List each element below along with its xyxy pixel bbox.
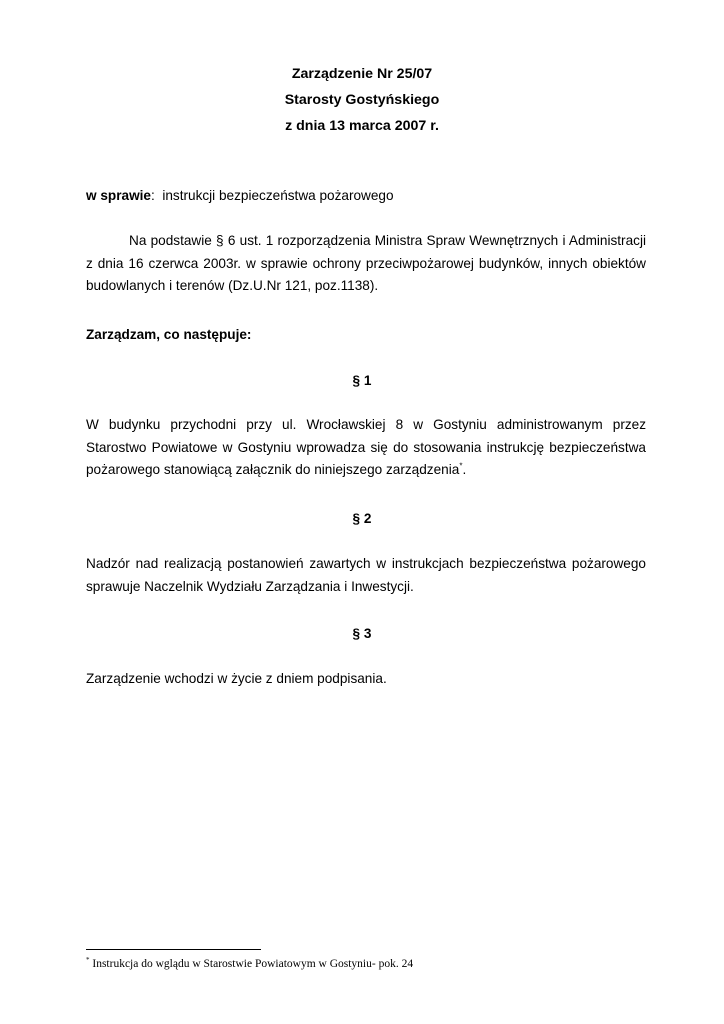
decree-heading: Zarządzam, co następuje: xyxy=(86,327,252,342)
footnote-reference: * xyxy=(459,461,463,471)
document-title xyxy=(0,61,724,139)
subject-text: instrukcji bezpieczeństwa pożarowego xyxy=(162,188,394,203)
section-1-paragraph xyxy=(86,414,646,482)
title-line-decree-number: Zarządzenie Nr 25/07 xyxy=(291,66,433,82)
subject-label: w sprawie xyxy=(86,188,151,203)
footnote-text: Instrukcja do wglądu w Starostwie Powiatowym w Gostyniu- pok. 24 xyxy=(89,958,414,970)
legal-basis-paragraph: Na podstawie § 6 ust. 1 rozporządzenia Ministra Spraw Wewnętrznych i Administracji z dnia 16 czerwca 2003r. w sprawie ochrony przeciwpożarowej budynków, innych obiektów budowlanych i terenów (Dz.U.Nr 121, poz.1138). xyxy=(86,233,646,293)
section-3-mark: § 3 xyxy=(352,626,372,641)
footnote-marker: * xyxy=(86,956,90,965)
section-1-period: . xyxy=(462,462,467,477)
footnote xyxy=(86,956,413,972)
title-line-date: z dnia 13 marca 2007 r. xyxy=(285,118,439,134)
subject-colon: : xyxy=(150,188,155,203)
section-3-paragraph: Zarządzenie wchodzi w życie z dniem podpisania. xyxy=(86,671,387,686)
section-1-mark: § 1 xyxy=(352,373,372,388)
subject-line xyxy=(86,186,394,206)
title-line-issuer: Starosty Gostyńskiego xyxy=(284,92,440,108)
section-2-mark: § 2 xyxy=(352,511,372,526)
section-1-text: W budynku przychodni przy ul. Wrocławskiej 8 w Gostyniu administrowanym przez Starostwo Powiatowe w Gostyniu wprowadza się do stosowania instrukcję bezpieczeństwa pożarowego stanowiącą załącznik do niniejszego zarządzenia xyxy=(86,417,646,477)
footnote-separator xyxy=(86,949,261,950)
section-2-paragraph: Nadzór nad realizacją postanowień zawartych w instrukcjach bezpieczeństwa pożarowego sprawuje Naczelnik Wydziału Zarządzania i Inwestycji. xyxy=(86,556,646,594)
